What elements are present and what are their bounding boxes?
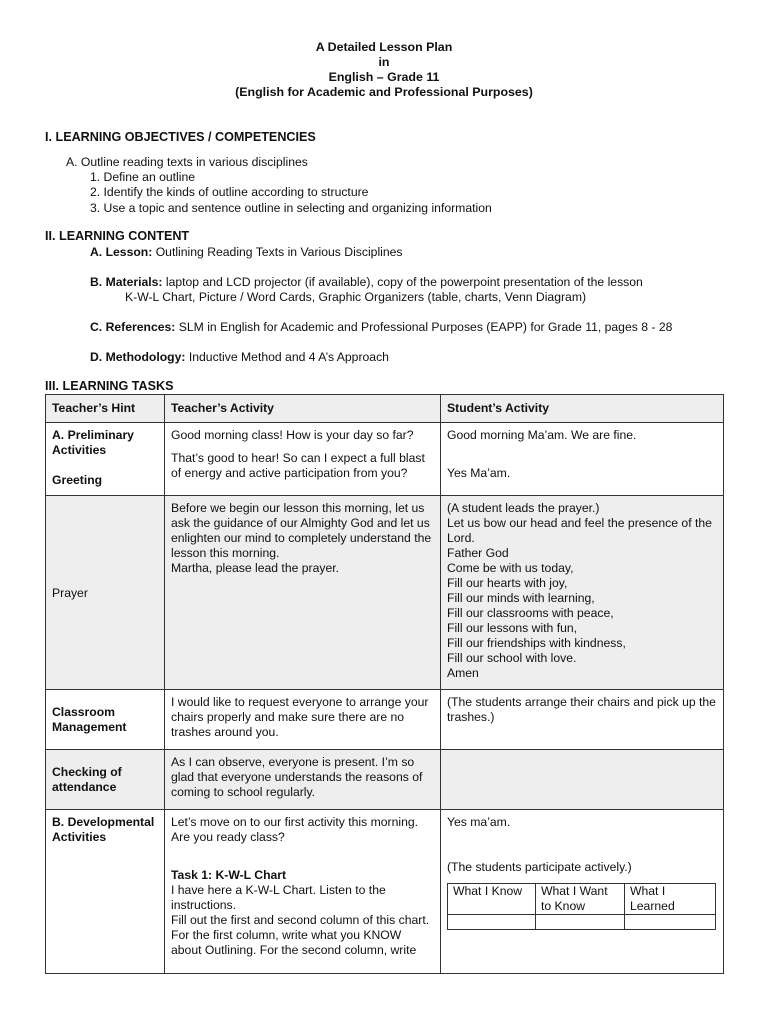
kwl-empty-row (448, 915, 716, 930)
student-attendance (441, 750, 724, 810)
teacher-attendance: As I can observe, everyone is present. I’m so glad that everyone understands the reasons of coming to school regularly. (165, 750, 441, 810)
references-label: C. References: (90, 320, 176, 334)
title-line-4: (English for Academic and Professional Purposes) (235, 85, 533, 99)
document-title (0, 40, 768, 100)
teacher-kwl-instructions: Fill out the first and second column of this chart. For the first column, write what you KNOW about Outlining. For the second column, write (171, 913, 430, 957)
lesson-line (90, 245, 403, 260)
teacher-prayer-request: Martha, please lead the prayer. (171, 561, 340, 575)
objective-a: A. Outline reading texts in various disciplines (66, 155, 308, 169)
table-row-prayer (46, 496, 724, 690)
student-classroom: (The students arrange their chairs and pick up the trashes.) (441, 690, 724, 750)
materials-value-2: K-W-L Chart, Picture / Word Cards, Graphic Organizers (table, charts, Venn Diagram) (125, 290, 587, 304)
prayer-line: Fill our classrooms with peace, (447, 606, 614, 620)
student-yes-text: Yes Ma’am. (447, 466, 511, 480)
kwl-col-learned: What I Learned (625, 884, 716, 915)
methodology-label: D. Methodology: (90, 350, 186, 364)
table-row-classroom (46, 690, 724, 750)
references-value: SLM in English for Academic and Professional Purposes (EAPP) for Grade 11, pages 8 - 28 (178, 320, 673, 334)
student-developmental (441, 810, 724, 974)
kwl-cell-know[interactable] (448, 915, 536, 930)
kwl-col-know: What I Know (448, 884, 536, 915)
teacher-prayer-text: Before we begin our lesson this morning, let us ask the guidance of our Almighty God and let us enlighten our mind to completely understand the lesson this morning. (171, 501, 432, 560)
hint-prayer: Prayer (46, 496, 165, 690)
teacher-developmental (165, 810, 441, 974)
teacher-expectation-text: That’s good to hear! So can I expect a full blast of energy and active participation from you? (171, 451, 425, 480)
hint-preliminary-label: A. Preliminary Activities (52, 428, 134, 457)
title-line-2: in (378, 55, 390, 69)
student-preliminary (441, 423, 724, 496)
hint-preliminary (46, 423, 165, 496)
title-line-3: English – Grade 11 (328, 70, 440, 84)
student-yes-maam: Yes ma’am. (447, 815, 511, 829)
prayer-line: Amen (447, 666, 479, 680)
title-line-1: A Detailed Lesson Plan (315, 40, 453, 54)
hint-attendance: Checking of attendance (46, 750, 165, 810)
prayer-line: Fill our friendships with kindness, (447, 636, 626, 650)
prayer-line: Father God (447, 546, 509, 560)
methodology-line (90, 350, 389, 365)
references-line (90, 320, 672, 335)
table-row-developmental (46, 810, 724, 974)
teacher-preliminary (165, 423, 441, 496)
teacher-first-activity-text: Let’s move on to our first activity this morning. Are you ready class? (171, 815, 419, 844)
methodology-value: Inductive Method and 4 A’s Approach (188, 350, 389, 364)
objectives-heading: I. LEARNING OBJECTIVES / COMPETENCIES (45, 130, 316, 144)
learning-tasks-table (45, 394, 724, 974)
content-heading: II. LEARNING CONTENT (45, 229, 190, 243)
objective-sub-3: 3. Use a topic and sentence outline in selecting and organizing information (90, 201, 492, 215)
teacher-kwl-intro: I have here a K-W-L Chart. Listen to the instructions. (171, 883, 386, 912)
kwl-cell-want[interactable] (536, 915, 625, 930)
table-header-row (46, 395, 724, 423)
objective-sub-1: 1. Define an outline (90, 170, 196, 184)
header-students-activity: Student’s Activity (441, 395, 724, 423)
prayer-line: (A student leads the prayer.) (447, 501, 600, 515)
table-row-preliminary (46, 423, 724, 496)
kwl-header-row (448, 884, 716, 915)
task-1-title: Task 1: K-W-L Chart (171, 868, 287, 882)
header-teachers-hint: Teacher’s Hint (46, 395, 165, 423)
tasks-heading: III. LEARNING TASKS (45, 379, 174, 393)
objective-sub-2: 2. Identify the kinds of outline according to structure (90, 185, 369, 199)
teacher-classroom: I would like to request everyone to arrange your chairs properly and make sure there are no trashes around you. (165, 690, 441, 750)
prayer-line: Fill our minds with learning, (447, 591, 595, 605)
prayer-line: Fill our school with love. (447, 651, 577, 665)
lesson-value: Outlining Reading Texts in Various Disciplines (155, 245, 403, 259)
table-row-attendance (46, 750, 724, 810)
student-prayer (441, 496, 724, 690)
materials-line (90, 275, 643, 290)
prayer-line: Come be with us today, (447, 561, 574, 575)
kwl-chart (447, 883, 716, 930)
teacher-greeting-text: Good morning class! How is your day so far? (171, 428, 414, 442)
prayer-line: Fill our lessons with fun, (447, 621, 578, 635)
hint-developmental: B. Developmental Activities (46, 810, 165, 974)
prayer-line: Let us bow our head and feel the presence of the Lord. (447, 516, 712, 545)
lesson-label: A. Lesson: (90, 245, 153, 259)
student-greeting-text: Good morning Ma’am. We are fine. (447, 428, 637, 442)
header-teachers-activity: Teacher’s Activity (165, 395, 441, 423)
teacher-prayer (165, 496, 441, 690)
kwl-col-want: What I Want to Know (536, 884, 625, 915)
materials-label: B. Materials: (90, 275, 163, 289)
hint-classroom: Classroom Management (46, 690, 165, 750)
prayer-line: Fill our hearts with joy, (447, 576, 568, 590)
kwl-cell-learned[interactable] (625, 915, 716, 930)
student-participate-text: (The students participate actively.) (447, 860, 632, 874)
materials-value: laptop and LCD projector (if available), copy of the powerpoint presentation of the lesson (165, 275, 643, 289)
hint-greeting-label: Greeting (52, 473, 103, 487)
